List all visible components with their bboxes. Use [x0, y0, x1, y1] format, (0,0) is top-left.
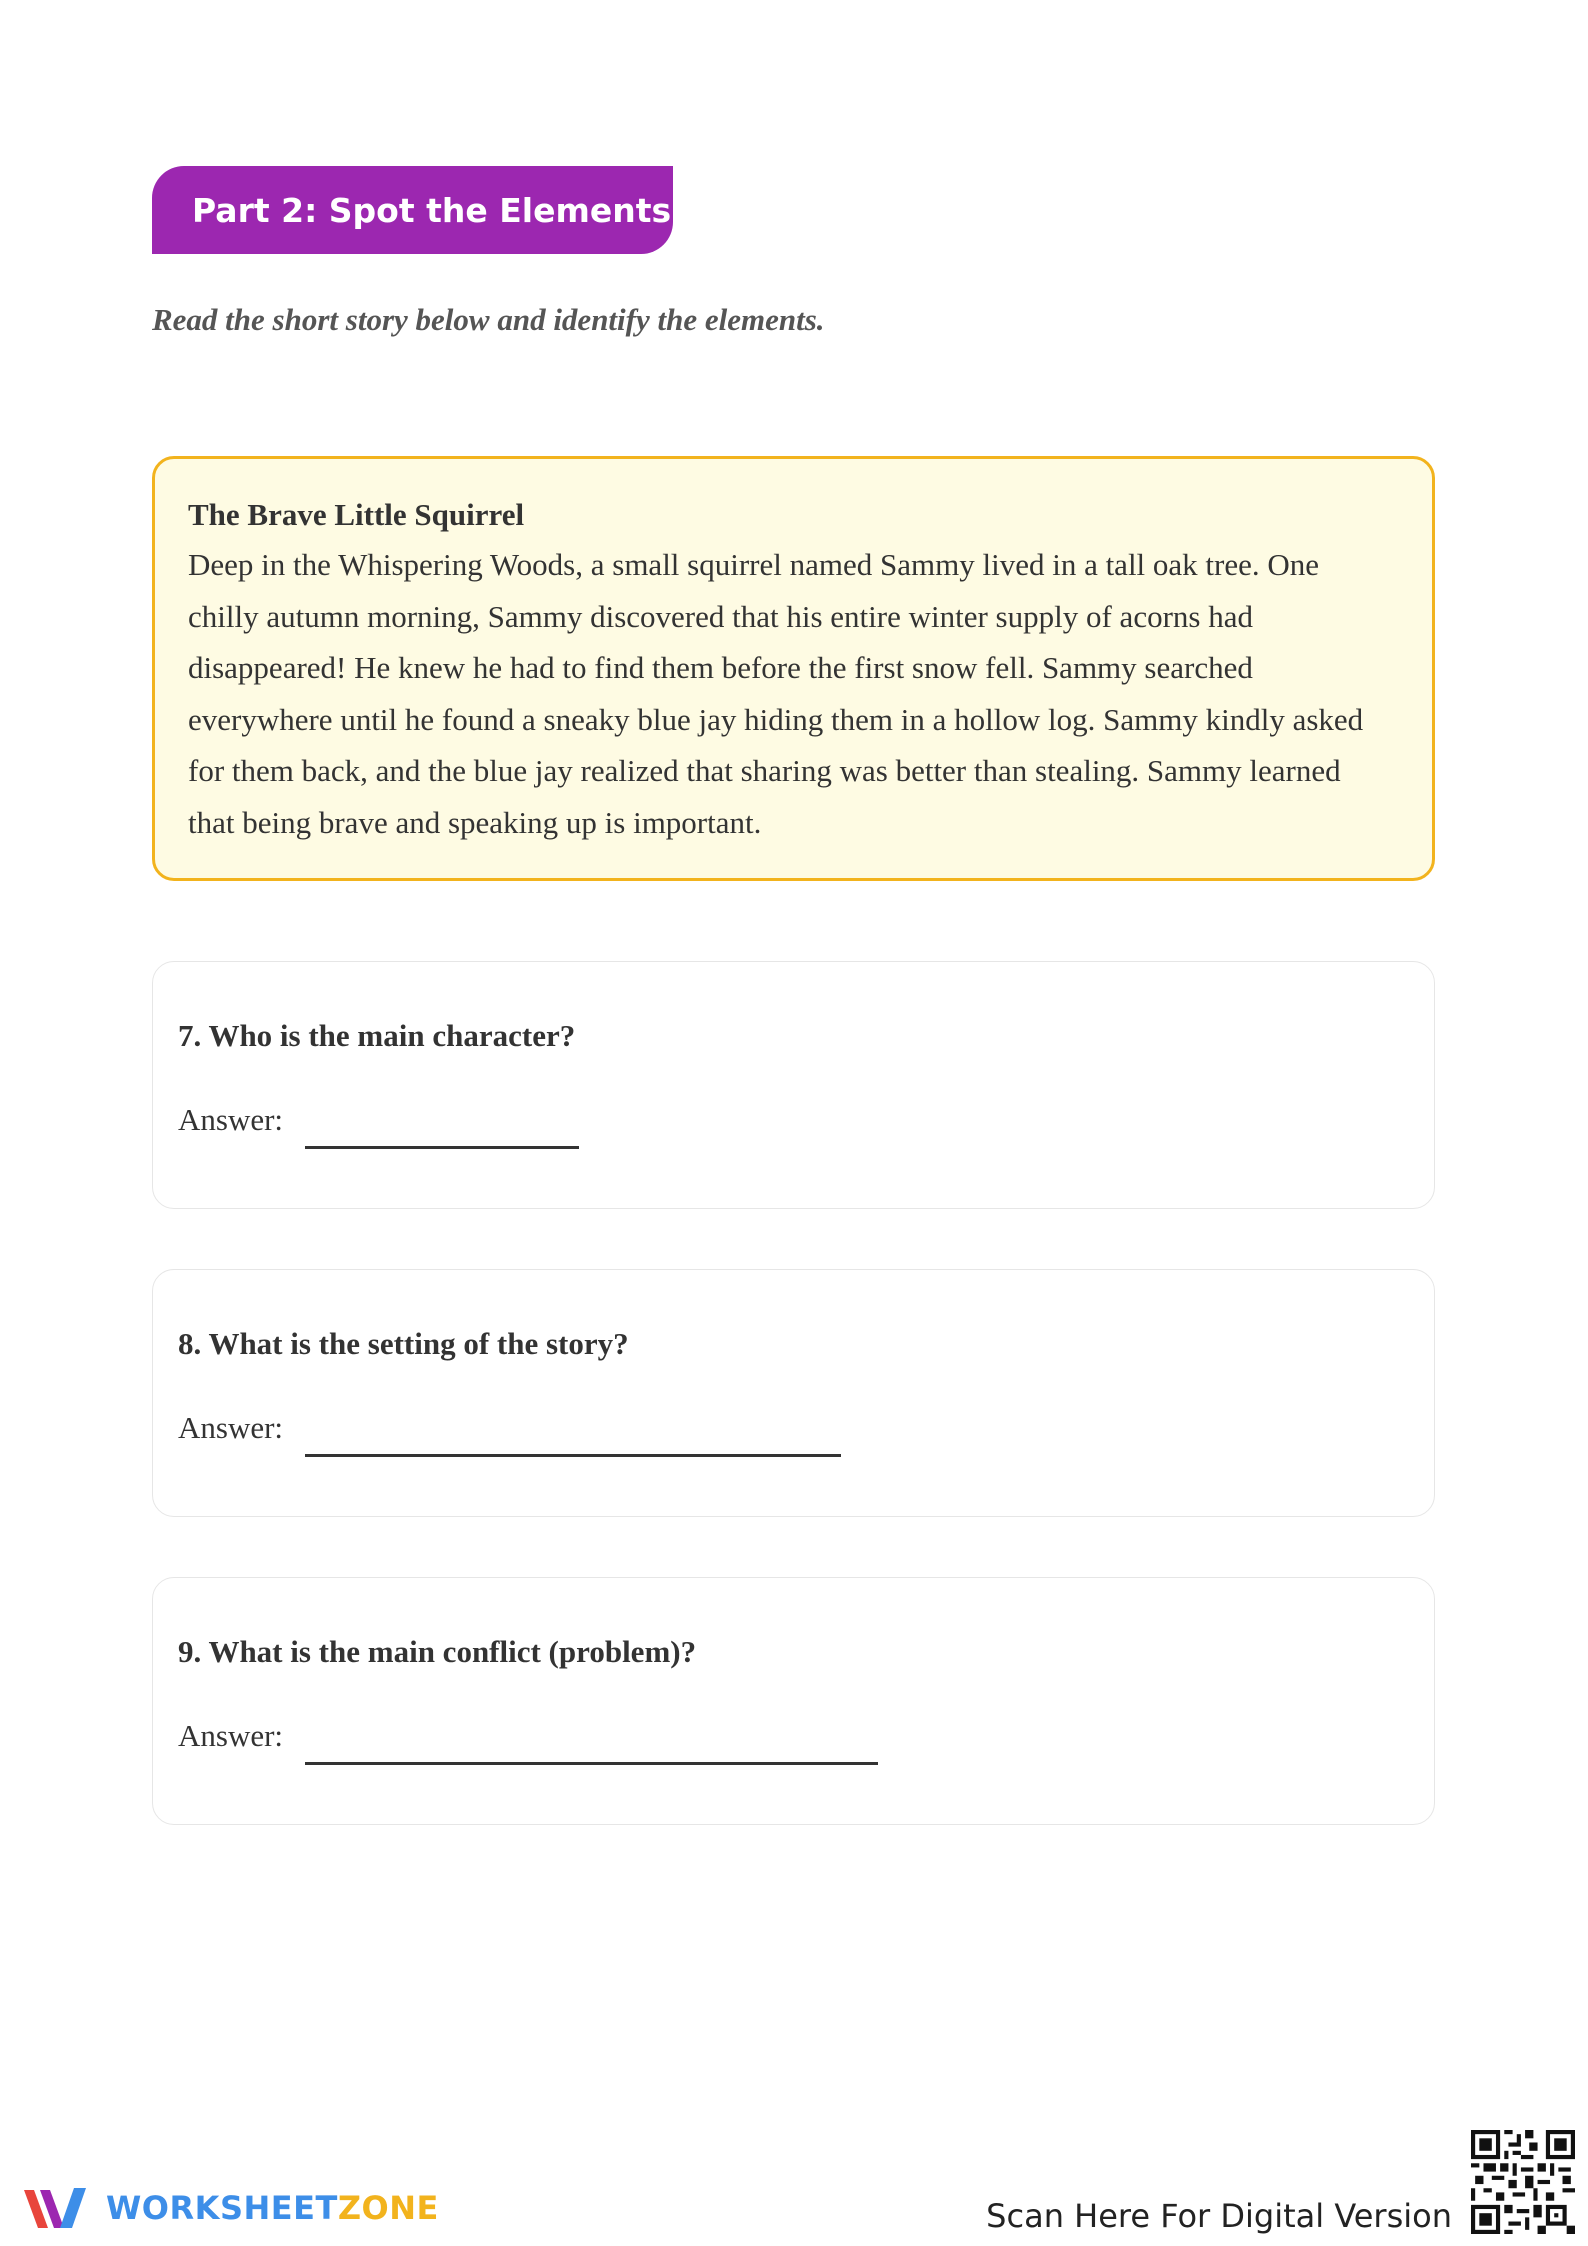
story-line: disappeared! He knew he had to find them before the first snow fell. Sammy searched — [188, 650, 1253, 685]
logo-text — [106, 2189, 439, 2227]
story-title: The Brave Little Squirrel — [188, 497, 525, 532]
answer-line[interactable] — [305, 1454, 841, 1457]
logo-w-icon — [20, 2180, 92, 2236]
answer-label: Answer: — [178, 1718, 284, 1753]
question-text: 9. What is the main conflict (problem)? — [178, 1634, 697, 1669]
question-card-8 — [152, 1269, 1435, 1517]
qr-code-icon[interactable] — [1471, 2130, 1575, 2234]
story-body — [188, 539, 1400, 848]
story-line: Deep in the Whispering Woods, a small squirrel named Sammy lived in a tall oak tree. One — [188, 547, 1320, 582]
worksheetzone-logo — [20, 2180, 439, 2236]
story-box — [152, 456, 1435, 881]
logo-text-zone: ZONE — [337, 2189, 439, 2227]
story-line: everywhere until he found a sneaky blue jay hiding them in a hollow log. Sammy kindly asked — [188, 701, 1364, 737]
question-text: 8. What is the setting of the story? — [178, 1326, 629, 1361]
question-card-7 — [152, 961, 1435, 1209]
scan-caption: Scan Here For Digital Version — [986, 2197, 1452, 2235]
answer-line[interactable] — [305, 1762, 878, 1765]
section-tab — [152, 166, 673, 254]
answer-label: Answer: — [178, 1410, 284, 1445]
logo-text-worksheet: WORKSHEET — [106, 2189, 338, 2227]
question-card-9 — [152, 1577, 1435, 1825]
answer-line[interactable] — [305, 1146, 579, 1149]
answer-label: Answer: — [178, 1102, 284, 1137]
question-text: 7. Who is the main character? — [178, 1018, 576, 1053]
section-tab-label: Part 2: Spot the Elements — [192, 190, 672, 230]
story-line: that being brave and speaking up is important. — [188, 804, 762, 840]
story-line: chilly autumn morning, Sammy discovered that his entire winter supply of acorns had — [188, 598, 1253, 634]
instruction-text: Read the short story below and identify the elements. — [152, 302, 825, 337]
story-line: for them back, and the blue jay realized that sharing was better than stealing. Sammy learned — [188, 753, 1341, 788]
